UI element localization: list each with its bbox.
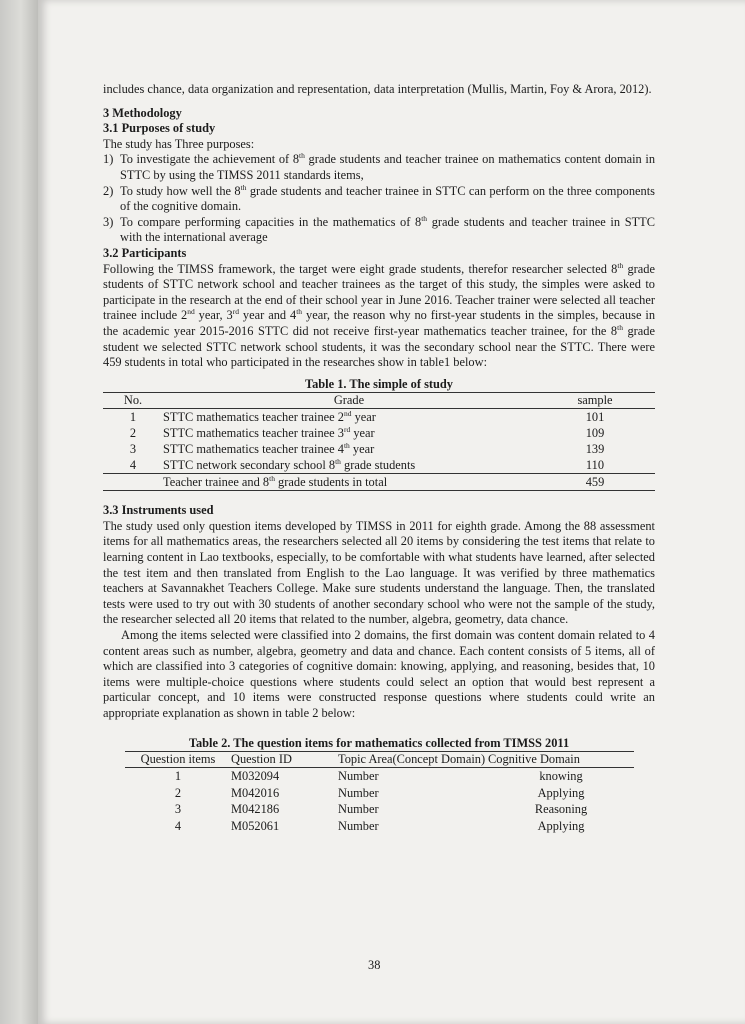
- column-header: Topic Area(Concept Domain): [338, 752, 488, 768]
- column-header: sample: [535, 393, 655, 409]
- page-number: 38: [368, 958, 381, 972]
- purpose-number: 2): [103, 183, 114, 198]
- table2-caption: Table 2. The question items for mathematics collected from TIMSS 2011: [188, 735, 570, 750]
- column-header: No.: [103, 393, 163, 409]
- table-row: 4 STTC network secondary school 8th grade students 110: [129, 457, 605, 473]
- table-row: 2 STTC mathematics teacher trainee 3rd year 109: [129, 425, 605, 441]
- table1: [103, 392, 655, 491]
- instruments-paragraph-1: The study used only question items developed by TIMSS in 2011 for eighth grade. Among the 88 assessment items for all mathematics areas, the researchers selected all 20 items by considering the test items that relate to learning content in Lao textbooks, especially, to be comfortable with what students have learned, after selected the test item and then translated from English to the Lao language. It was verified by three mathematics teachers at Savannakhet Teachers College. Make sure students understand the language. Then, the translated tests were used to try out with 30 students of another secondary school who were not the sample of the study, the researcher selected all 20 items that related to the number, algebra, geometry, data chance.: [103, 518, 655, 627]
- table-header-row: [125, 752, 634, 768]
- purposes-intro: The study has Three purposes:: [103, 136, 255, 151]
- intro-paragraph: includes chance, data organization and representation, data interpretation (Mullis, Martin, Foy & Arora, 2012).: [103, 82, 652, 96]
- column-header: Question items: [125, 752, 231, 768]
- purpose-number: 1): [103, 152, 114, 167]
- table-row: 1 STTC mathematics teacher trainee 2nd year 101: [129, 409, 605, 425]
- document-page: [38, 0, 745, 1024]
- table1-caption: Table 1. The simple of study: [304, 376, 454, 391]
- instruments-heading: 3.3 Instruments used: [103, 503, 214, 518]
- table-header-row: [103, 393, 655, 409]
- participants-paragraph: Following the TIMSS framework, the target were eight grade students, therefor researcher selected 8th grade students of STTC network school and teacher trainees as the target of this study, the simples were asked to participate in the research at the end of their school year in June 2016. Teacher trainer were selected all teacher trainee include 2nd year, 3rd year and 4th year, the reason why no first-year students in the simples, because in the academic year 2015-2016 STTC did not receive first-year mathematics teacher trainee, for the 8th grade student we selected STTC network school students, it was the secondary school near the STTC. There were 459 students in total who participated in the researches show in table1 below:: [103, 260, 656, 370]
- page-content: [103, 82, 655, 834]
- instruments-paragraph-2: Among the items selected were classified into 2 domains, the first domain was content domain related to 4 content areas such as number, algebra, geometry and data and chance. Each content consists of 5 items, all of which are classified into 3 categories of cognitive domain: knowing, applying, and reasoning, besides that, 10 items were multiple-choice questions where students could select an option that would best represent a particular concept, and 10 items were constructed response questions where students could write an appropriate explanation as shown in table 2 below:: [103, 628, 655, 720]
- table-row: 2 M042016 Number Applying: [174, 785, 585, 800]
- table2: [125, 751, 634, 834]
- table-row: 3 STTC mathematics teacher trainee 4th year 139: [129, 441, 605, 457]
- scan-edge: [0, 0, 38, 1024]
- purpose-item: 3) To compare performing capacities in the mathematics of 8th grade students and teacher trainee in STTC with the international average: [103, 213, 656, 245]
- purposes-heading: 3.1 Purposes of study: [103, 121, 216, 136]
- column-header: Question ID: [231, 752, 338, 768]
- purpose-number: 3): [103, 214, 114, 229]
- purpose-item: 2) To study how well the 8th grade students and teacher trainee in STTC can perform on the three components of the cognitive domain.: [103, 182, 655, 214]
- table-total-row: Teacher trainee and 8th grade students in total 459: [103, 474, 655, 491]
- participants-heading: 3.2 Participants: [103, 245, 187, 260]
- table-row: 4 M052061 Number Applying: [174, 818, 585, 833]
- purposes-list: [103, 152, 655, 246]
- purpose-item: 1) To investigate the achievement of 8th grade students and teacher trainee on mathematics content domain in STTC by using the TIMSS 2011 standards items,: [103, 151, 656, 182]
- table-row: 3 M042186 Number Reasoning: [174, 802, 588, 817]
- column-header: Grade: [163, 393, 535, 409]
- methodology-heading: 3 Methodology: [103, 105, 182, 120]
- table-row: 1 M032094 Number knowing: [174, 769, 583, 784]
- column-header: Cognitive Domain: [488, 752, 634, 768]
